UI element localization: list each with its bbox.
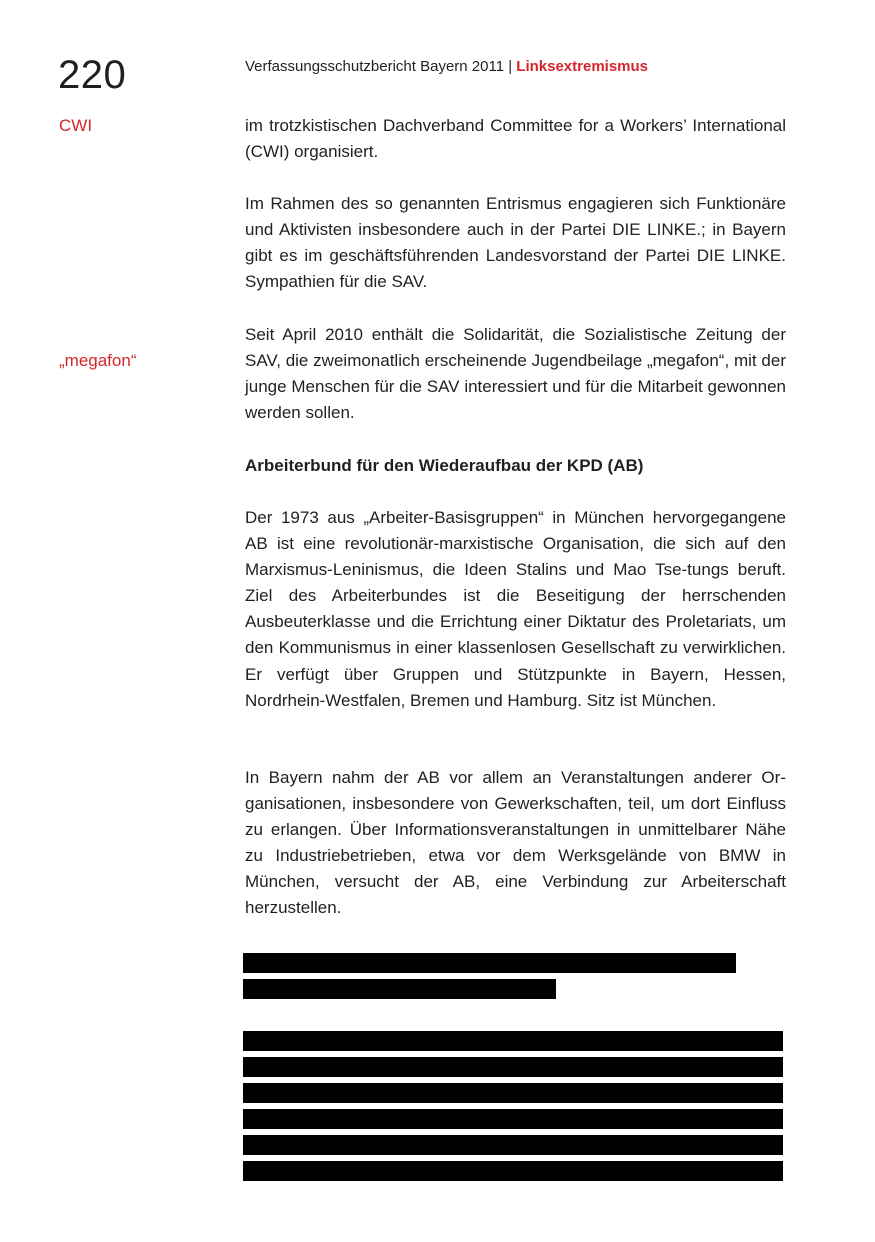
paragraph-entrismus: Im Rahmen des so genannten Entrismus engagieren sich Funktionäre und Aktivisten insbesondere auch in der Partei DIE LINKE.; in Bayern gibt es im geschäftsführenden Landesvorstand der Partei DIE LINKE. Sympathien für die SAV. <box>245 194 786 292</box>
section-heading-ab: Arbeiterbund für den Wiederaufbau der KPD (AB) <box>245 456 644 475</box>
redaction-bar <box>243 1083 783 1103</box>
paragraph-megafon: Seit April 2010 enthält die Solidarität, die Sozialistische Zeitung der SAV, die zweimonatlich erscheinende Jugendbeilage „megafon“, mit der junge Menschen für die SAV interessiert und für die Mitarbeit gewonnen werden sollen. <box>245 325 786 423</box>
report-title: Verfassungsschutzbericht Bayern 2011 | <box>245 58 517 75</box>
paragraph-cwi-continuation: im trotzkistischen Dachverband Committee for a Workers’ International (CWI) organisiert. <box>245 116 786 162</box>
redaction-bar <box>243 953 736 973</box>
redaction-bar <box>243 1057 783 1077</box>
paragraph-ab-description: Der 1973 aus „Arbeiter-Basisgruppen“ in München hervorgegangene AB ist eine revolutionär-marxistische Organisation, die sich auf den Marxismus-Leninismus, die Ideen Stalins und Mao Tse-tungs beruft. Ziel des Arbeiterbundes ist die Beseitigung der herrschenden Ausbeuterklasse und die Errichtung einer Diktatur des Proletariats, um den Kommunismus in einer klassenlosen Gesellschaft zu verwirklichen. Er verfügt über Gruppen und Stützpunkte in Bayern, Hessen, Nordrhein-Westfalen, Bremen und Hamburg. Sitz ist München. <box>245 508 786 710</box>
redaction-bar <box>243 1161 783 1181</box>
margin-note-megafon: „megafon“ <box>59 351 137 370</box>
redaction-bar <box>243 1031 783 1051</box>
section-title: Linksextremismus <box>516 58 649 75</box>
running-header <box>245 57 648 77</box>
redaction-bar <box>243 1135 783 1155</box>
page-number: 220 <box>58 53 127 97</box>
paragraph-ab-bavaria: In Bayern nahm der AB vor allem an Veranstaltungen anderer Organisationen, insbesondere von Gewerkschaften, teil, um dort Einfluss zu erlangen. Über Informationsveranstaltungen in unmittelbarer Nähe zu Industriebetrieben, etwa vor dem Werksgelände von BMW in München, versucht der AB, eine Verbindung zur Arbeiterschaft herzustellen. <box>245 768 786 918</box>
redaction-bar <box>243 1109 783 1129</box>
margin-note-cwi: CWI <box>59 116 93 135</box>
redaction-bar <box>243 979 556 999</box>
